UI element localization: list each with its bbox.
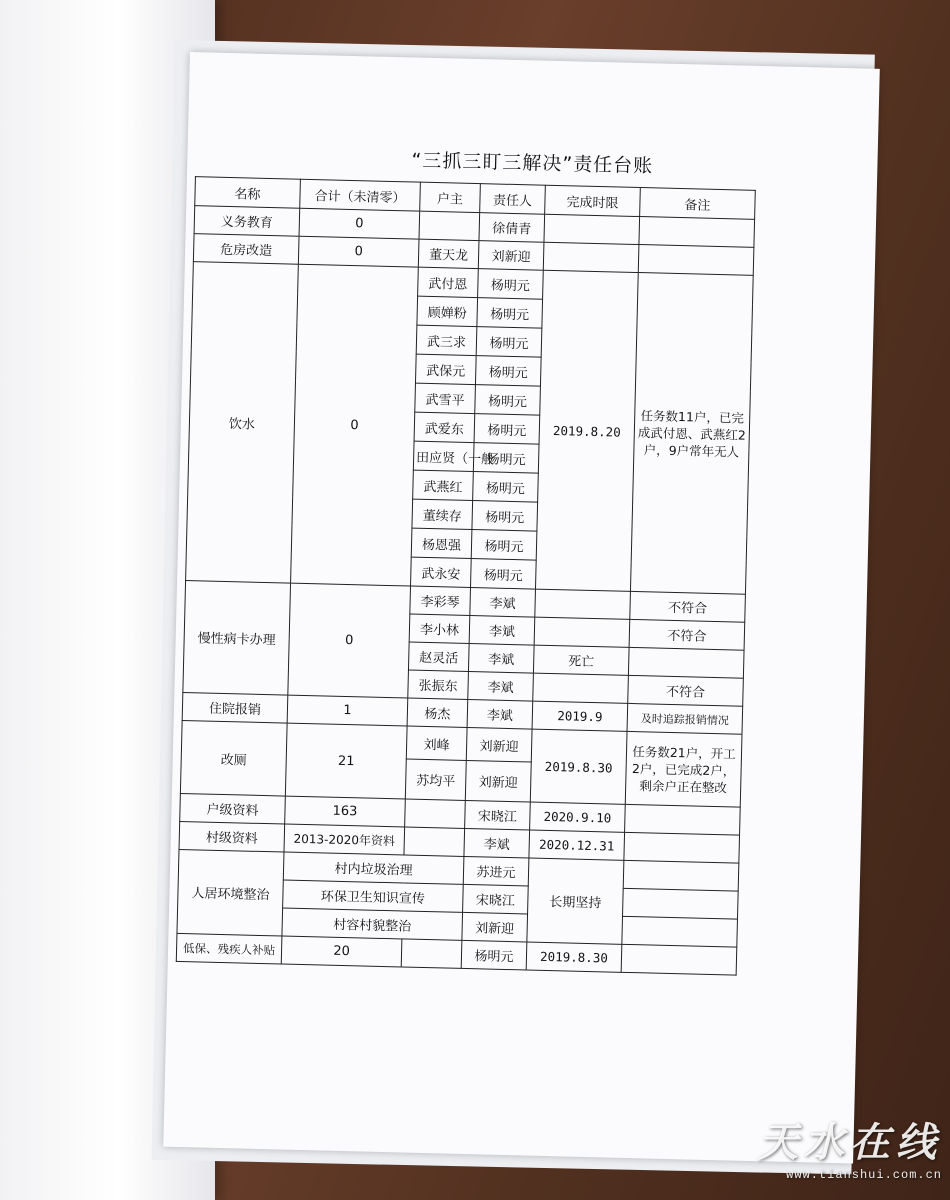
hospital-note: 及时追踪报销情况 — [627, 703, 743, 734]
water-responsible: 杨明元 — [477, 298, 543, 329]
chronic-note: 不符合 — [628, 675, 744, 706]
header-deadline: 完成时限 — [545, 185, 641, 216]
chronic-household: 张振东 — [408, 670, 469, 699]
header-responsible: 责任人 — [480, 184, 546, 215]
environment-deadline: 长期坚持 — [527, 858, 624, 944]
hospital-household: 杨杰 — [407, 698, 468, 727]
header-household: 户主 — [420, 182, 481, 212]
subsidy-total: 20 — [281, 936, 402, 967]
water-responsible: 杨明元 — [473, 443, 539, 474]
education-total: 0 — [299, 208, 420, 239]
environment-item: 环保卫生知识宣传 — [283, 880, 464, 912]
environment-item: 村容村貌整治 — [282, 908, 463, 940]
water-responsible: 杨明元 — [478, 269, 544, 300]
hospital-name: 住院报销 — [182, 693, 288, 724]
water-responsible: 杨明元 — [475, 356, 541, 387]
site-watermark — [758, 1111, 942, 1182]
chronic-name: 慢性病卡办理 — [183, 581, 291, 696]
chronic-note — [628, 647, 744, 678]
environment-responsible: 刘新迎 — [462, 912, 528, 942]
watermark-logo: 天水在线 — [758, 1119, 942, 1166]
ledger-page — [163, 52, 880, 1164]
environment-item: 村内垃圾治理 — [283, 852, 464, 884]
subsidy-deadline: 2019.8.30 — [526, 942, 622, 972]
water-household: 武雪平 — [415, 383, 476, 413]
responsibility-ledger-table — [176, 176, 756, 975]
household-docs-total: 163 — [285, 796, 406, 827]
water-household: 武保元 — [415, 354, 476, 384]
environment-responsible: 宋晓江 — [463, 884, 529, 914]
hospital-total: 1 — [287, 695, 408, 726]
water-responsible: 杨明元 — [474, 414, 540, 445]
environment-name: 人居环境整治 — [177, 849, 284, 936]
water-note: 任务数11户，已完成武付恩、武燕红2户，9户常年无人 — [630, 273, 753, 595]
chronic-responsible: 李斌 — [469, 616, 535, 646]
chronic-responsible: 李斌 — [468, 643, 534, 673]
village-docs-deadline: 2020.12.31 — [529, 830, 625, 860]
chronic-responsible: 李斌 — [470, 588, 536, 618]
household-docs-responsible: 宋晓江 — [465, 800, 531, 830]
toilet-household: 刘峰 — [406, 726, 467, 760]
water-responsible: 杨明元 — [476, 327, 542, 358]
header-total: 合计（未清零） — [300, 179, 421, 211]
chronic-responsible: 李斌 — [468, 671, 534, 701]
education-responsible: 徐倩青 — [479, 213, 545, 243]
water-responsible: 杨明元 — [473, 472, 539, 503]
water-deadline: 2019.8.20 — [535, 270, 638, 591]
water-responsible: 杨明元 — [475, 385, 541, 416]
water-household: 武三求 — [416, 325, 477, 355]
toilet-deadline: 2019.8.30 — [530, 729, 627, 804]
water-household: 顾婵粉 — [417, 296, 478, 326]
environment-responsible: 苏进元 — [463, 856, 529, 886]
water-household: 武爱东 — [414, 412, 475, 442]
water-household: 杨恩强 — [411, 528, 472, 558]
toilet-responsible: 刘新迎 — [465, 760, 531, 802]
household-docs-deadline: 2020.9.10 — [530, 802, 626, 832]
education-name: 义务教育 — [194, 206, 300, 237]
village-docs-name: 村级资料 — [179, 821, 285, 852]
water-total: 0 — [291, 264, 419, 586]
toilet-note: 任务数21户，开工2户，已完成2户，剩余户正在整改 — [625, 731, 742, 807]
water-household: 武燕红 — [413, 470, 474, 500]
village-docs-responsible: 李斌 — [464, 828, 530, 858]
chronic-deadline — [534, 617, 630, 647]
housing-responsible: 刘新迎 — [478, 241, 544, 271]
toilet-responsible: 刘新迎 — [466, 727, 532, 762]
chronic-household: 李小林 — [409, 614, 470, 643]
toilet-name: 改厕 — [180, 721, 287, 797]
chronic-deadline — [533, 673, 629, 703]
water-responsible: 杨明元 — [471, 530, 537, 561]
water-responsible: 杨明元 — [470, 559, 536, 590]
water-household: 田应贤（一般 — [413, 441, 474, 471]
chronic-household: 李彩琴 — [410, 586, 471, 615]
water-household: 武付恩 — [418, 267, 479, 297]
water-household: 武永安 — [411, 557, 472, 587]
water-name: 饮水 — [186, 262, 299, 583]
hospital-responsible: 李斌 — [467, 699, 533, 729]
chronic-note: 不符合 — [630, 591, 746, 622]
chronic-household: 赵灵活 — [408, 642, 469, 671]
subsidy-name: 低保、残疾人补贴 — [176, 933, 282, 964]
header-name: 名称 — [195, 177, 301, 209]
watermark-url: www.tianshui.com.cn — [786, 1168, 942, 1182]
water-household: 董续存 — [412, 499, 473, 529]
household-docs-name: 户级资料 — [180, 793, 286, 824]
subsidy-responsible: 杨明元 — [461, 940, 527, 970]
water-responsible: 杨明元 — [472, 501, 538, 532]
document-title: “三抓三盯三解决”责任台账 — [411, 149, 654, 178]
toilet-total: 21 — [285, 723, 407, 799]
chronic-deadline: 死亡 — [533, 645, 629, 675]
toilet-household: 苏均平 — [405, 759, 466, 800]
housing-household: 董天龙 — [418, 239, 479, 268]
hospital-deadline: 2019.9 — [532, 701, 628, 731]
housing-total: 0 — [298, 236, 419, 267]
chronic-note: 不符合 — [629, 619, 745, 650]
header-note: 备注 — [640, 188, 756, 220]
chronic-total: 0 — [288, 583, 411, 698]
chronic-deadline — [535, 589, 631, 619]
housing-name: 危房改造 — [193, 234, 299, 265]
village-docs-total: 2013-2020年资料 — [284, 824, 405, 855]
